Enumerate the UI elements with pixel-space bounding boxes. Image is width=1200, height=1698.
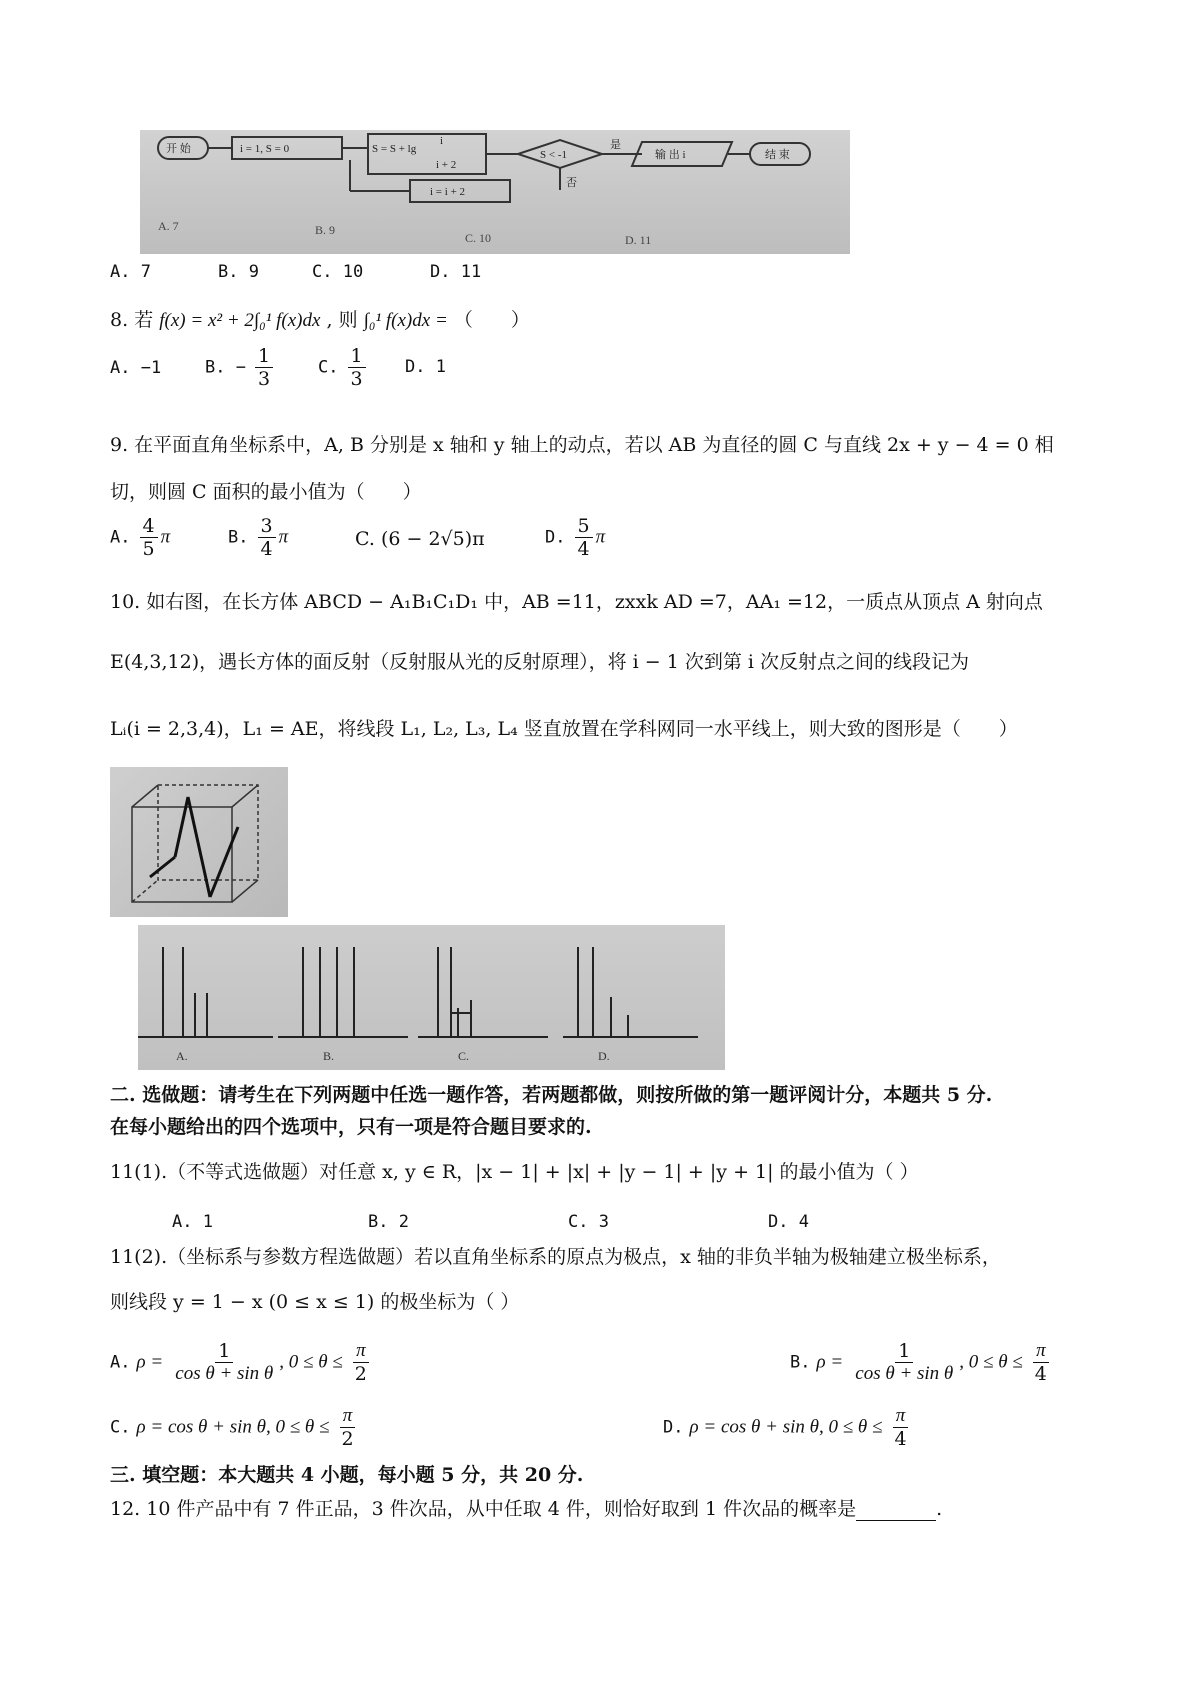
q8-option-c [318, 345, 369, 390]
q11b-option-a-den: cos θ + sin θ [175, 1363, 274, 1384]
q11b-option-c-two: 2 [341, 1428, 354, 1450]
q11b-option-c [110, 1405, 360, 1450]
q11b-option-a-rho: ρ = [136, 1351, 164, 1373]
flow-assign-num: i [440, 135, 444, 147]
q10-line-1: 10. 如右图，在长方体 ABCD − A₁B₁C₁D₁ 中，AB =11，zxxk AD =7，AA₁ =12，一质点从顶点 A 射向点 [110, 591, 1043, 613]
q11b-line-1: 11(2).（坐标系与参数方程选做题）若以直角坐标系的原点为极点，x 轴的非负半轴为极轴建立极坐标系， [110, 1246, 1001, 1268]
q8-paren: （ ） [453, 309, 530, 331]
flow-output-label: 输 出 i [655, 149, 686, 161]
q11b-option-a-range: , 0 ≤ θ ≤ [279, 1351, 343, 1373]
flowchart-diagram [140, 130, 850, 254]
cuboid-diagram [110, 767, 288, 917]
q11b-option-b-den: cos θ + sin θ [855, 1363, 954, 1384]
q7-option-a: A. 7 [110, 262, 151, 282]
q9-option-b-num: 3 [258, 515, 276, 538]
figure-b-label: B. [323, 1049, 335, 1063]
q11b-line-2: 则线段 y = 1 − x (0 ≤ x ≤ 1) 的极坐标为（ ） [110, 1291, 520, 1313]
q9-option-a [110, 515, 170, 560]
q9-option-d [545, 515, 605, 560]
q7-option-b: B. 9 [218, 262, 259, 282]
q8-text-b: , 则 [326, 309, 358, 331]
flow-inc-label: i = i + 2 [430, 186, 466, 198]
q11a-question: 11(1).（不等式选做题）对任意 x, y ∈ R，|x − 1| + |x| + |y − 1| + |y + 1| 的最小值为（ ） [110, 1161, 919, 1183]
q7-option-d: D. 11 [430, 262, 482, 282]
q12-answer-blank[interactable] [856, 1502, 936, 1521]
q8-option-c-den: 3 [350, 368, 363, 390]
q9-option-d-num: 5 [575, 515, 593, 538]
figure-c-label: C. [458, 1049, 470, 1063]
q8-formula2: ∫₀¹ f(x)dx = [363, 310, 448, 331]
q11a-option-d: D. 4 [768, 1212, 809, 1232]
figure-a-label: A. [176, 1049, 188, 1063]
q11b-option-b-num: 1 [895, 1340, 913, 1363]
q11b-option-a-two: 2 [354, 1363, 367, 1385]
q12-tail: . [936, 1498, 943, 1520]
q11a-option-b: B. 2 [368, 1212, 409, 1232]
cuboid-figure-photo [110, 767, 288, 917]
q8-option-c-num: 1 [348, 345, 366, 368]
q9-option-a-pre: A. [110, 527, 131, 548]
q8-option-a: A. −1 [110, 358, 162, 378]
flow-init-label: i = 1, S = 0 [240, 143, 290, 155]
q11b-option-a [110, 1340, 373, 1385]
q7-option-c: C. 10 [312, 262, 364, 282]
q9-option-a-num: 4 [140, 515, 158, 538]
q11b-option-b [790, 1340, 1053, 1385]
q8-option-b-den: 3 [258, 368, 271, 390]
q9-option-d-pi: π [595, 526, 606, 548]
answer-figures-diagram [138, 925, 725, 1070]
q9-option-d-den: 4 [577, 538, 590, 560]
photo-option-a: A. 7 [158, 219, 179, 233]
flowchart-photo [140, 130, 850, 254]
q11b-option-d-four: 4 [894, 1428, 907, 1450]
photo-option-c: C. 10 [465, 231, 492, 245]
q10-line-2: E(4,3,12)，遇长方体的面反射（反射服从光的反射原理），将 i − 1 次到第 i 次反射点之间的线段记为 [110, 651, 970, 673]
q8-option-c-pre: C. [318, 357, 339, 378]
q11b-option-c-pi: π [340, 1405, 356, 1428]
q11b-option-d-pi: π [893, 1405, 909, 1428]
q9-option-d-pre: D. [545, 527, 566, 548]
flow-no-label: 否 [566, 177, 577, 189]
q11b-option-d [663, 1405, 913, 1450]
flow-cond-label: S < -1 [540, 149, 567, 161]
q11b-option-a-num: 1 [215, 1340, 233, 1363]
q9-option-a-pi: π [160, 526, 171, 548]
q8-options [110, 355, 161, 380]
q8-option-b [205, 345, 276, 390]
q11b-option-b-pre: B. [790, 1352, 811, 1373]
photo-option-d: D. 11 [625, 233, 652, 247]
q8-number: 8. [110, 309, 129, 331]
q9-option-b-pre: B. [228, 527, 249, 548]
q9-line-1: 9. 在平面直角坐标系中，A, B 分别是 x 轴和 y 轴上的动点，若以 AB 为直径的圆 C 与直线 2x + y − 4 = 0 相 [110, 434, 1054, 456]
q12-question [110, 1497, 942, 1521]
q8-formula: f(x) = x² + 2∫₀¹ f(x)dx [159, 310, 321, 331]
section3-heading: 三. 填空题：本大题共 4 小题，每小题 5 分，共 20 分. [110, 1464, 584, 1486]
flow-start-label: 开 始 [166, 143, 191, 155]
q10-line-3: Lᵢ(i = 2,3,4)，L₁ = AE，将线段 L₁, L₂, L₃, L₄ 竖直放置在学科网同一水平线上，则大致的图形是（ ） [110, 718, 1018, 740]
flow-assign-label: S = S + lg [372, 143, 417, 155]
section2-line-1: 二. 选做题：请考生在下列两题中任选一题作答，若两题都做，则按所做的第一题评阅计分，本题共 5 分. [110, 1084, 993, 1106]
q9-line-2: 切，则圆 C 面积的最小值为（ ） [110, 481, 422, 503]
q8-option-d: D. 1 [405, 357, 446, 377]
answer-figures-photo [138, 925, 725, 1070]
q9-option-b-pi: π [278, 526, 289, 548]
q11b-option-d-pre: D. [663, 1417, 684, 1438]
q8-option-b-num: 1 [255, 345, 273, 368]
q9-option-b-den: 4 [260, 538, 273, 560]
q9-option-b [228, 515, 288, 560]
figure-d-label: D. [598, 1049, 610, 1063]
flow-end-label: 结 束 [765, 149, 790, 161]
flow-yes-label: 是 [610, 139, 621, 151]
q9-option-c: C. (6 − 2√5)π [355, 528, 485, 550]
q11b-option-b-rho: ρ = [816, 1351, 844, 1373]
q11b-option-a-pi: π [353, 1340, 369, 1363]
section2-line-2: 在每小题给出的四个选项中，只有一项是符合题目要求的. [110, 1116, 592, 1138]
q11b-option-d-text: ρ = cos θ + sin θ, 0 ≤ θ ≤ [689, 1416, 883, 1438]
q11b-option-c-pre: C. [110, 1417, 131, 1438]
q8-option-b-pre: B. − [205, 357, 246, 378]
q11b-option-b-range: , 0 ≤ θ ≤ [959, 1351, 1023, 1373]
q11b-option-c-text: ρ = cos θ + sin θ, 0 ≤ θ ≤ [136, 1416, 330, 1438]
q11a-option-c: C. 3 [568, 1212, 609, 1232]
q11a-option-a: A. 1 [172, 1212, 213, 1232]
q11b-option-a-pre: A. [110, 1352, 131, 1373]
q11b-option-b-four: 4 [1034, 1363, 1047, 1385]
q11b-option-b-pi: π [1033, 1340, 1049, 1363]
flow-assign-den: i + 2 [436, 159, 457, 171]
photo-option-b: B. 9 [315, 223, 336, 237]
q8-text-a: 若 [134, 309, 154, 331]
q8-question [110, 308, 530, 333]
q12-text: 12. 10 件产品中有 7 件正品，3 件次品，从中任取 4 件，则恰好取到 1 件次品的概率是 [110, 1498, 857, 1520]
q9-option-a-den: 5 [142, 538, 155, 560]
